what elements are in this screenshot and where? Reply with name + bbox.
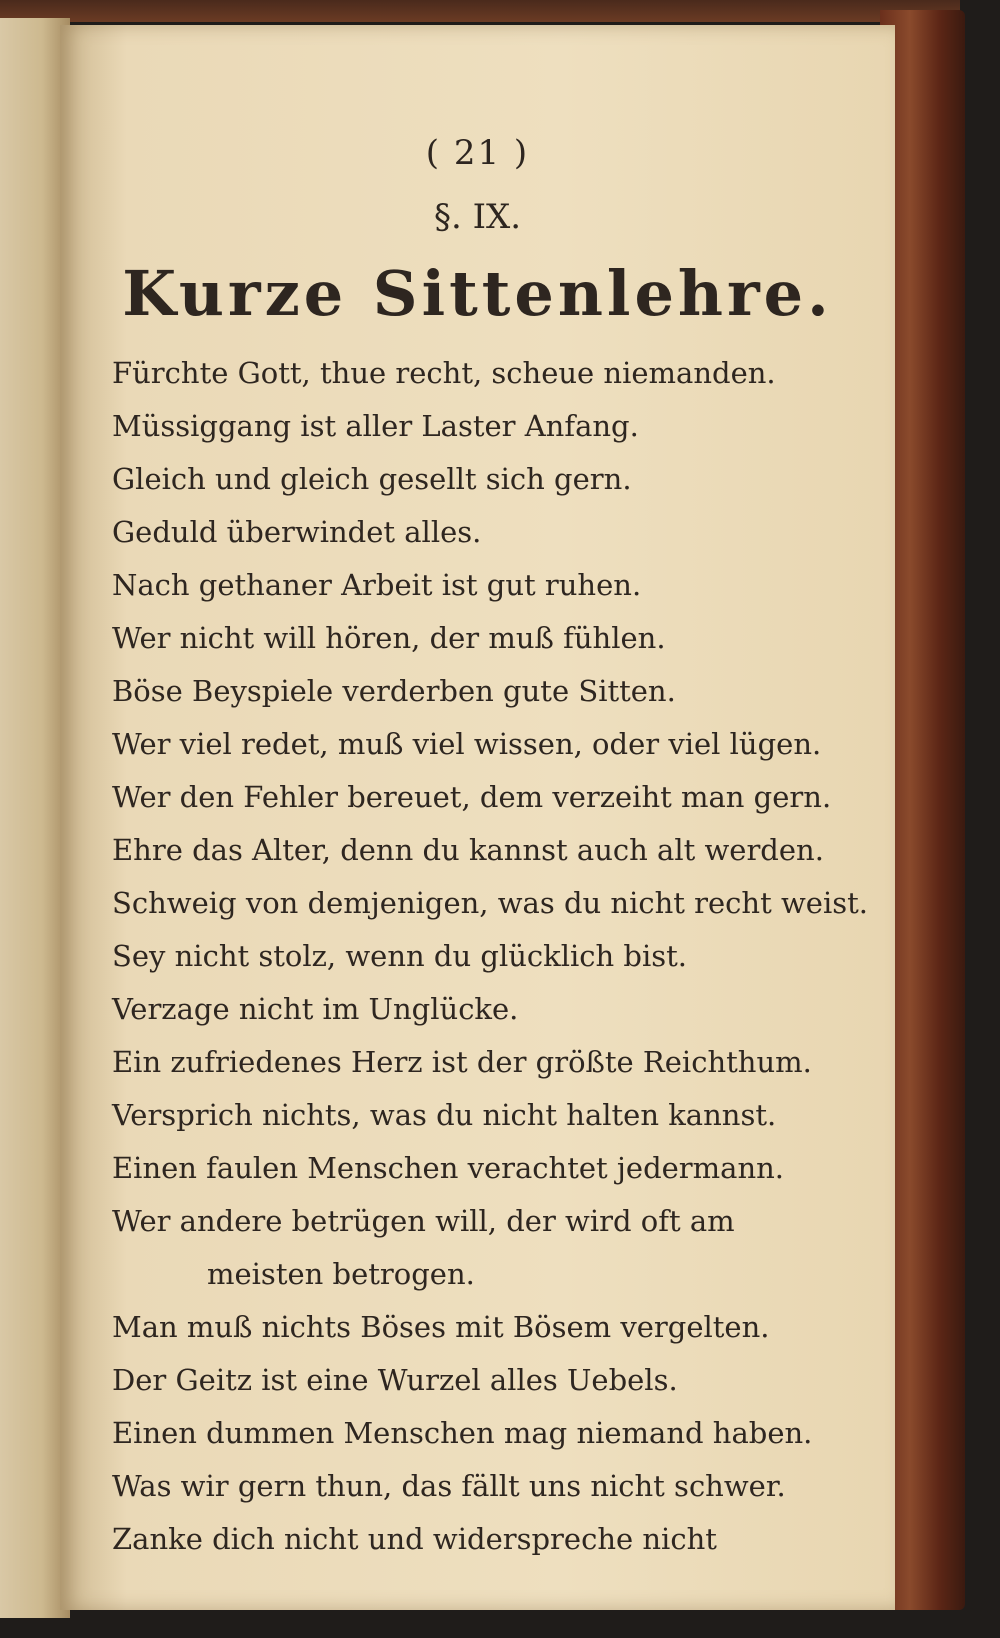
maxim-line: Ehre das Alter, denn du kannst auch alt werden. — [112, 833, 824, 867]
book-cover-top — [0, 0, 960, 22]
maxim-line: Verzage nicht im Unglücke. — [112, 992, 519, 1026]
maxim-line: Gleich und gleich gesellt sich gern. — [112, 462, 632, 496]
maxim-line: Fürchte Gott, thue recht, scheue niemanden. — [112, 356, 776, 390]
maxim-line: Ein zufriedenes Herz ist der größte Reichthum. — [112, 1045, 812, 1079]
maxim-line: Sey nicht stolz, wenn du glücklich bist. — [112, 939, 687, 973]
maxim-line: Einen dummen Menschen mag niemand haben. — [112, 1416, 813, 1450]
maxim-line: Man muß nichts Böses mit Bösem vergelten. — [112, 1310, 770, 1344]
maxim-line: Böse Beyspiele verderben gute Sitten. — [112, 674, 676, 708]
maxim-line: Geduld überwindet alles. — [112, 515, 482, 549]
maxim-line: Wer den Fehler bereuet, dem verzeiht man gern. — [112, 780, 832, 814]
page-text — [60, 25, 895, 1610]
maxim-line: Nach gethaner Arbeit ist gut ruhen. — [112, 568, 642, 602]
book-page — [60, 25, 895, 1610]
page-title: Kurze Sittenlehre. — [122, 257, 833, 330]
maxim-line: Zanke dich nicht und widerspreche nicht — [112, 1522, 717, 1556]
maxim-line: Versprich nichts, was du nicht halten kannst. — [112, 1098, 777, 1132]
maxim-line: Einen faulen Menschen verachtet jedermann. — [112, 1151, 785, 1185]
section-number: §. IX. — [433, 197, 522, 237]
maxim-line: Wer nicht will hören, der muß fühlen. — [112, 621, 666, 655]
page-number: ( 21 ) — [425, 133, 530, 173]
maxim-line: Der Geitz ist eine Wurzel alles Uebels. — [112, 1363, 678, 1397]
maxims-list — [112, 347, 872, 1566]
maxim-line-continued: meisten betrogen. — [207, 1257, 475, 1291]
maxim-line: Wer andere betrügen will, der wird oft am — [112, 1204, 735, 1238]
maxim-line: Was wir gern thun, das fällt uns nicht schwer. — [112, 1469, 786, 1503]
maxim-line: Wer viel redet, muß viel wissen, oder viel lügen. — [112, 727, 822, 761]
maxim-line: Müssiggang ist aller Laster Anfang. — [112, 409, 639, 443]
maxim-line: Schweig von demjenigen, was du nicht recht weist. — [112, 886, 868, 920]
